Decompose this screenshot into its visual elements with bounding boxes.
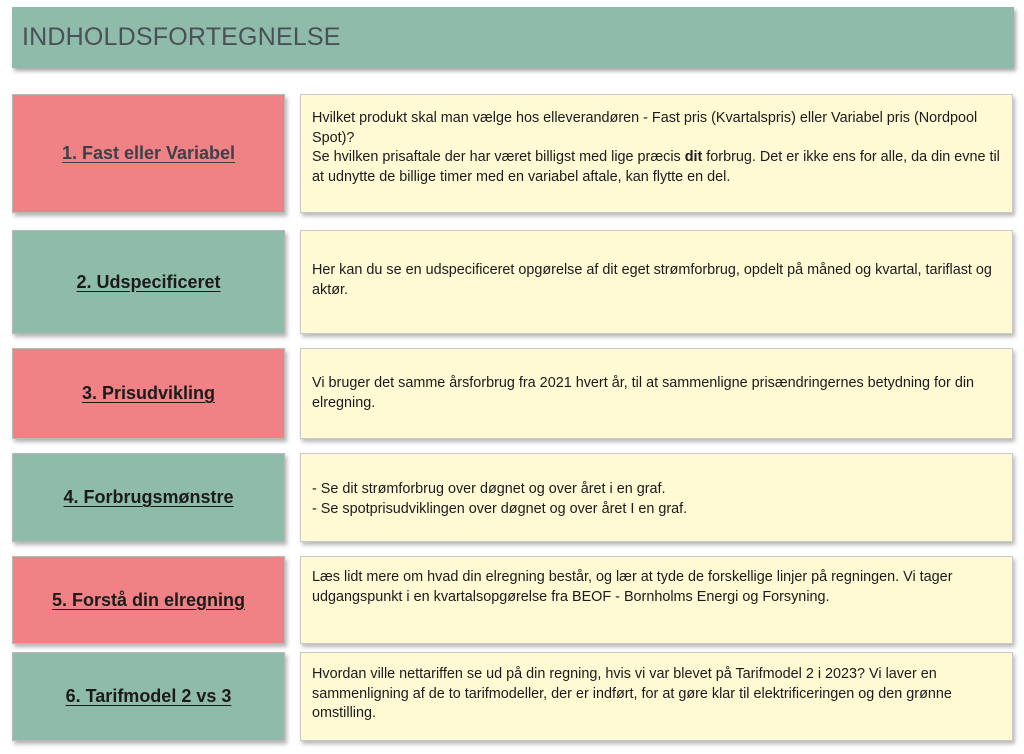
description-box-3 [300,348,1013,439]
toc-row-4 [12,453,1013,542]
description-text: Vi bruger det samme årsforbrug fra 2021 hvert år, til at sammenligne prisændringernes betydning for din elregning. [312,375,975,411]
description-box-5 [300,556,1013,644]
link-button-forbrugsmoenstre[interactable] [12,453,285,542]
description-text: Læs lidt mere om hvad din elregning består, og lær at tyde de forskellige linjer på regningen. Vi tager udgangspunkt i en kvartalsopgørelse fra BEOF - Bornholms Energi og Forsyning. [312,569,953,605]
description-text: - Se dit strømforbrug over døgnet og over året i en graf. [312,481,666,497]
description-text: Her kan du se en udspecificeret opgørelse af dit eget strømforbrug, opdelt på måned og kvartal, tariflast og aktør. [312,262,992,298]
link-label[interactable]: 4. Forbrugsmønstre [63,487,234,507]
description-text: Hvilket produkt skal man vælge hos elleverandøren - Fast pris (Kvartalspris) eller Variabel pris (Nordpool Spot)? [312,110,978,146]
description-box-1 [300,94,1013,213]
toc-row-2 [12,230,1013,334]
toc-row-1 [12,94,1013,213]
link-label[interactable]: 3. Prisudvikling [81,383,216,403]
link-label[interactable]: 5. Forstå din elregning [51,589,246,610]
link-label[interactable]: 6. Tarifmodel 2 vs 3 [65,686,232,706]
link-button-fast-eller-variabel[interactable] [12,94,285,213]
description-box-2 [300,230,1013,334]
page-title [12,7,1014,68]
toc-row-6 [12,652,1013,741]
link-button-tarifmodel-2-vs-3[interactable] [12,652,285,741]
description-text: Se hvilken prisaftale der har været billigst med lige præcis dit forbrug. Det er ikke ens for alle, da din evne til at udnytte de billige timer med en variabel aftale, kan flytte en del. [312,149,1000,185]
link-button-forstaa-din-elregning[interactable] [12,556,285,644]
toc-row-5 [12,556,1013,644]
link-label[interactable]: 1. Fast eller Variabel [61,143,236,163]
description-text: Hvordan ville nettariffen se ud på din regning, hvis vi var blevet på Tarifmodel 2 i 2023? Vi laver en sammenligning af de to tarifmodeller, der er indført, for at gøre klar til elektrificeringen og den grønne omstilling. [312,666,952,721]
link-button-udspecificeret[interactable] [12,230,285,334]
page-title-text: INDHOLDSFORTEGNELSE [22,23,341,51]
toc-row-3 [12,348,1013,439]
description-text: - Se spotprisudviklingen over døgnet og over året I en graf. [312,500,688,517]
description-box-6 [300,652,1013,741]
description-box-4 [300,453,1013,542]
link-label[interactable]: 2. Udspecificeret [76,271,221,292]
link-button-prisudvikling[interactable] [12,348,285,439]
